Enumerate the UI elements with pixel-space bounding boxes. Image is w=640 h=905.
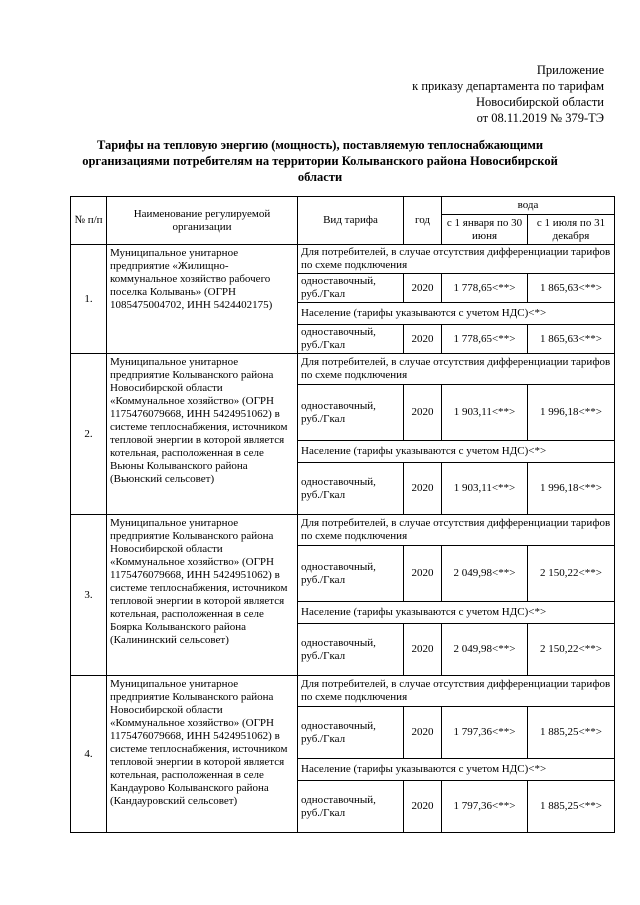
row-number: 1.	[71, 245, 107, 354]
appendix-line: Приложение	[536, 63, 604, 77]
consumers-label: Для потребителей, в случае отсутствия дифференциации тарифов по схеме подключения	[298, 515, 615, 546]
tariff-kind: одноставочный, руб./Гкал	[298, 707, 404, 759]
tariff-year: 2020	[404, 707, 442, 759]
population-label: Население (тарифы указываются с учетом НДС)<*>	[298, 303, 615, 325]
population-label: Население (тарифы указываются с учетом НДС)<*>	[298, 441, 615, 463]
consumers-label: Для потребителей, в случае отсутствия дифференциации тарифов по схеме подключения	[298, 354, 615, 385]
organization-name: Муниципальное унитарное предприятие Колыванского района Новосибирской области «Коммунальное хозяйство» (ОГРН 1175476079668, ИНН 5424951062) в системе теплоснабжения, источником тепловой энергии в которой является котельная, расположенная в селе Боярка Колыванского района (Калининский сельсовет)	[107, 515, 298, 676]
appendix-line: от 08.11.2019 № 379-ТЭ	[476, 111, 604, 125]
population-tariff-kind: одноставочный, руб./Гкал	[298, 463, 404, 515]
population-value-h2: 1 885,25<**>	[528, 781, 615, 833]
tariff-year: 2020	[404, 546, 442, 602]
population-value-h2: 1 996,18<**>	[528, 463, 615, 515]
document-title: Тарифы на тепловую энергию (мощность), поставляемую теплоснабжающими организациями потребителям на территории Колыванского района Новосибирской области	[82, 138, 558, 184]
tariff-kind: одноставочный, руб./Гкал	[298, 385, 404, 441]
tariff-value-h1: 1 903,11<**>	[442, 385, 528, 441]
tariff-table	[70, 196, 615, 833]
header-period-2: с 1 июля по 31 декабря	[528, 215, 615, 245]
tariff-value-h2: 1 996,18<**>	[528, 385, 615, 441]
tariff-year: 2020	[404, 385, 442, 441]
header-period-1: с 1 января по 30 июня	[442, 215, 528, 245]
population-label: Население (тарифы указываются с учетом НДС)<*>	[298, 759, 615, 781]
header-org: Наименование регулируемой организации	[107, 197, 298, 245]
header-year: год	[404, 197, 442, 245]
population-tariff-year: 2020	[404, 463, 442, 515]
row-number: 3.	[71, 515, 107, 676]
population-value-h1: 2 049,98<**>	[442, 624, 528, 676]
population-tariff-year: 2020	[404, 325, 442, 354]
tariff-kind: одноставочный, руб./Гкал	[298, 274, 404, 303]
header-water: вода	[442, 197, 615, 215]
consumers-label: Для потребителей, в случае отсутствия дифференциации тарифов по схеме подключения	[298, 676, 615, 707]
population-value-h2: 2 150,22<**>	[528, 624, 615, 676]
population-value-h1: 1 797,36<**>	[442, 781, 528, 833]
appendix-line: Новосибирской области	[475, 95, 604, 109]
population-value-h2: 1 865,63<**>	[528, 325, 615, 354]
tariff-value-h2: 1 865,63<**>	[528, 274, 615, 303]
tariff-year: 2020	[404, 274, 442, 303]
population-tariff-year: 2020	[404, 781, 442, 833]
population-tariff-kind: одноставочный, руб./Гкал	[298, 325, 404, 354]
organization-name: Муниципальное унитарное предприятие Колыванского района Новосибирской области «Коммунальное хозяйство» (ОГРН 1175476079668, ИНН 5424951062) в системе теплоснабжения, источником тепловой энергии в которой является котельная, расположенная в селе Кандаурово Колыванского района (Кандауровский сельсовет)	[107, 676, 298, 833]
organization-name: Муниципальное унитарное предприятие Колыванского района Новосибирской области «Коммунальное хозяйство» (ОГРН 1175476079668, ИНН 5424951062) в системе теплоснабжения, источником тепловой энергии в которой является котельная, расположенная в селе Вьюны Колыванского района (Вьюнский сельсовет)	[107, 354, 298, 515]
appendix-line: к приказу департамента по тарифам	[412, 79, 604, 93]
tariff-value-h1: 2 049,98<**>	[442, 546, 528, 602]
organization-name: Муниципальное унитарное предприятие «Жилищно-коммунальное хозяйство рабочего поселка Колывань» (ОГРН 1085475004702, ИНН 5424402175)	[107, 245, 298, 354]
tariff-value-h2: 2 150,22<**>	[528, 546, 615, 602]
row-number: 2.	[71, 354, 107, 515]
header-num: № п/п	[71, 197, 107, 245]
population-label: Население (тарифы указываются с учетом НДС)<*>	[298, 602, 615, 624]
tariff-value-h1: 1 797,36<**>	[442, 707, 528, 759]
header-kind: Вид тарифа	[298, 197, 404, 245]
population-tariff-year: 2020	[404, 624, 442, 676]
appendix-block	[412, 62, 604, 126]
consumers-label: Для потребителей, в случае отсутствия дифференциации тарифов по схеме подключения	[298, 245, 615, 274]
row-number: 4.	[71, 676, 107, 833]
tariff-value-h2: 1 885,25<**>	[528, 707, 615, 759]
tariff-kind: одноставочный, руб./Гкал	[298, 546, 404, 602]
population-tariff-kind: одноставочный, руб./Гкал	[298, 781, 404, 833]
population-tariff-kind: одноставочный, руб./Гкал	[298, 624, 404, 676]
population-value-h1: 1 778,65<**>	[442, 325, 528, 354]
population-value-h1: 1 903,11<**>	[442, 463, 528, 515]
tariff-value-h1: 1 778,65<**>	[442, 274, 528, 303]
